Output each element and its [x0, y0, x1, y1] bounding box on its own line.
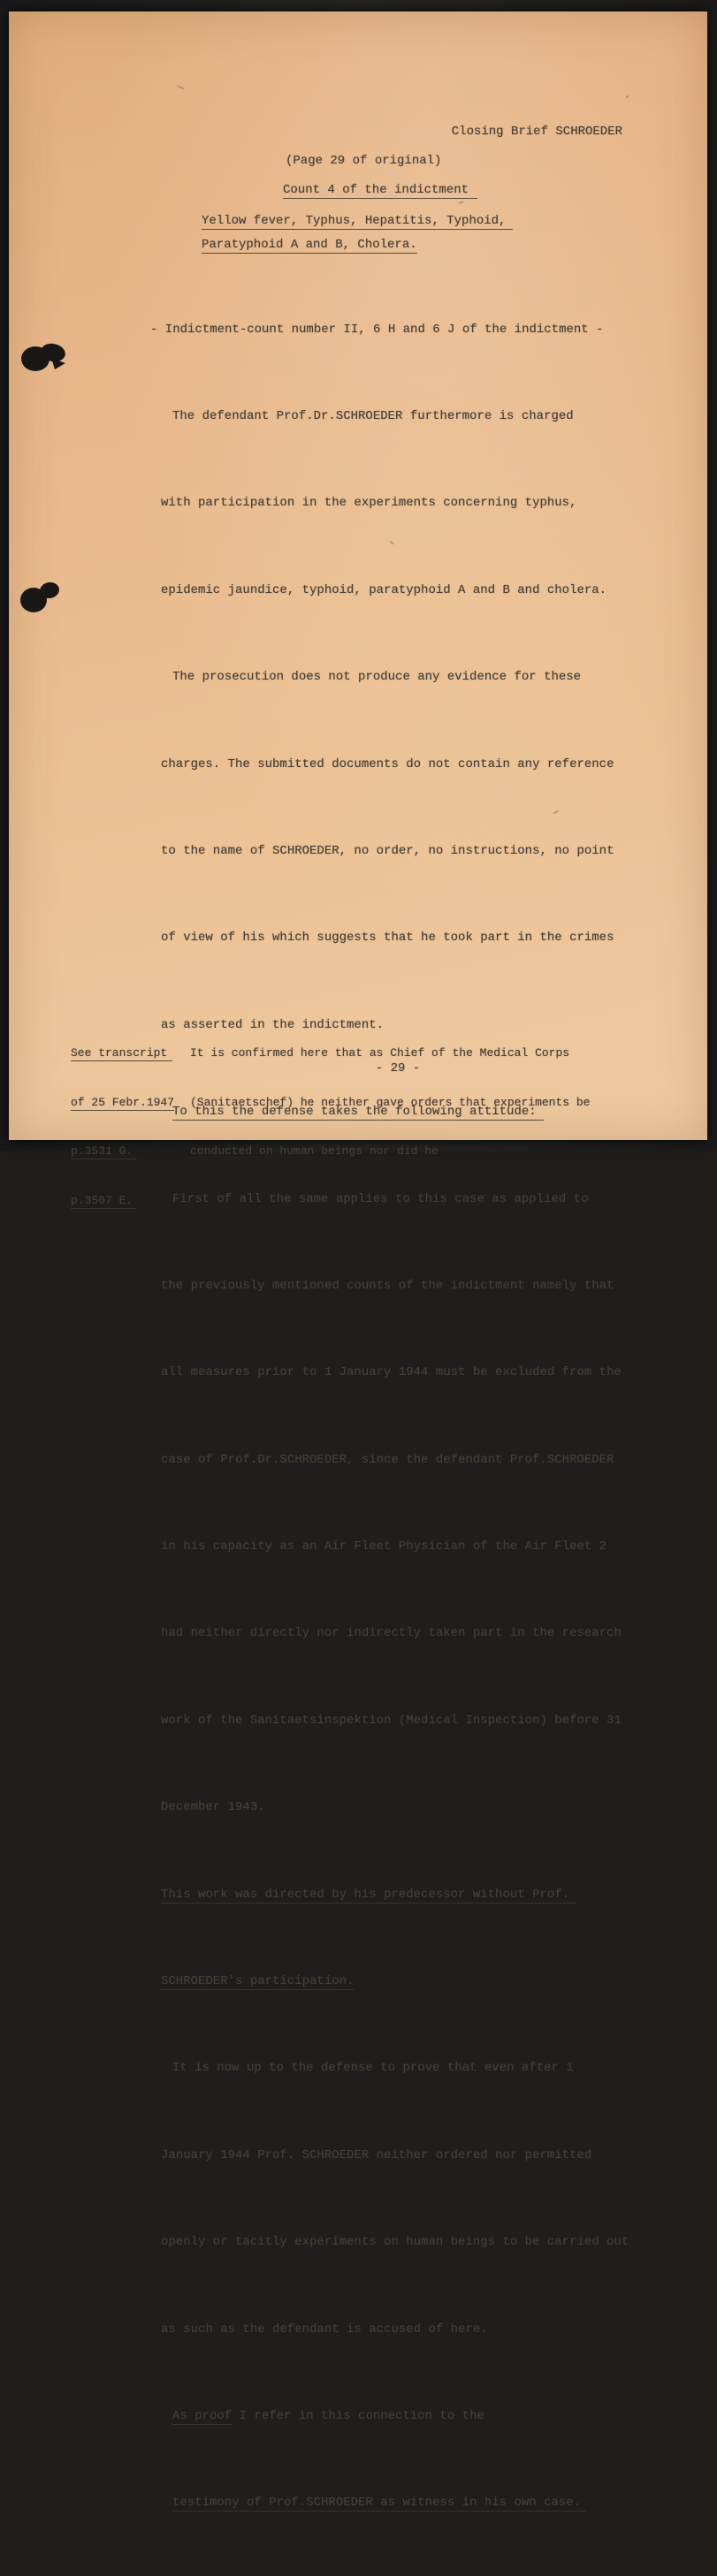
hole-punch-mark-top	[16, 340, 71, 376]
body-line: in his capacity as an Air Fleet Physician of the Air Fleet 2	[161, 1539, 607, 1554]
body-line: The prosecution does not produce any evidence for these	[172, 670, 582, 685]
paper-fiber	[177, 85, 185, 90]
document-page	[9, 11, 707, 2511]
body-line-underlined: SCHROEDER's participation.	[161, 1974, 355, 1989]
document-title: Closing Brief SCHROEDER	[451, 125, 622, 139]
side-note-line: of 25 Febr.1947	[71, 1095, 175, 1109]
body-line: of view of his which suggests that he took part in the crimes	[161, 931, 614, 946]
hole-punch-mark-bottom	[16, 577, 67, 614]
disease-heading-line1: Yellow fever, Typhus, Hepatitis, Typhoid,	[202, 214, 513, 228]
body-line: It is now up to the defense to prove that even after 1	[172, 2061, 574, 2076]
footnote-line: (Sanitaetschef) he neither gave orders that experiments be	[190, 1095, 591, 1109]
transcript-side-note	[71, 1013, 174, 1242]
body-line: with participation in the experiments concerning typhus,	[161, 496, 577, 511]
body-line: December 1943.	[161, 1800, 265, 1815]
side-note-line: p.3507 E.	[71, 1193, 174, 1210]
body-line-underlined: To this the defense takes the following attitude:	[150, 1098, 663, 1127]
body-line-underlined: testimony of Prof.SCHROEDER as witness in his own case.	[150, 2489, 663, 2518]
paper-fiber	[458, 201, 464, 204]
page-of-original-note: (Page 29 of original)	[286, 154, 442, 168]
body-line: case of Prof.Dr.SCHROEDER, since the defendant Prof.SCHROEDER	[161, 1452, 614, 1467]
body-line: epidemic jaundice, typhoid, paratyphoid A and B and cholera.	[161, 582, 607, 597]
paper-speck	[626, 95, 629, 98]
body-text	[150, 257, 663, 2576]
side-note-line: See transcript	[71, 1045, 174, 1062]
body-line: as asserted in the indictment.	[161, 1017, 385, 1032]
body-line-underlined: This work was directed by his predecessor without Prof.	[150, 1881, 663, 1910]
body-line: January 1944 Prof. SCHROEDER neither ordered nor permitted	[161, 2147, 592, 2162]
footnote-line: It is confirmed here that as Chief of the Medical Corps	[190, 1046, 570, 1060]
body-line: to the name of SCHROEDER, no order, no instructions, no point	[161, 843, 614, 858]
body-line: as such as the defendant is accused of here.	[161, 2321, 488, 2337]
side-note-line: p.3531 G.	[71, 1144, 174, 1160]
body-line: First of all the same applies to this case as applied to	[172, 1191, 589, 1206]
body-line: The defendant Prof.Dr.SCHROEDER furthermore is charged	[172, 408, 574, 423]
body-line-as-proof: As proof I refer in this connection to the	[172, 2408, 484, 2423]
body-line: had neither directly nor indirectly taken part in the research	[161, 1626, 622, 1641]
disease-heading-line2: Paratyphoid A and B, Cholera.	[202, 238, 417, 252]
body-line: the previously mentioned counts of the indictment namely that	[161, 1278, 614, 1293]
footnote-line: conducted on human beings nor did he	[190, 1144, 439, 1158]
body-line: charges. The submitted documents do not contain any reference	[161, 756, 614, 771]
body-line: - Indictment-count number II, 6 H and 6 J of the indictment -	[150, 322, 604, 337]
body-line: work of the Sanitaetsinspektion (Medical Inspection) before 31	[161, 1713, 622, 1728]
footnote-text	[190, 1013, 650, 1193]
body-line: all measures prior to 1 January 1944 must be excluded from the	[161, 1365, 622, 1380]
page-number: - 29 -	[375, 1061, 421, 1075]
count-heading: Count 4 of the indictment	[283, 183, 477, 197]
body-line: openly or tacitly experiments on human beings to be carried out	[161, 2235, 629, 2250]
